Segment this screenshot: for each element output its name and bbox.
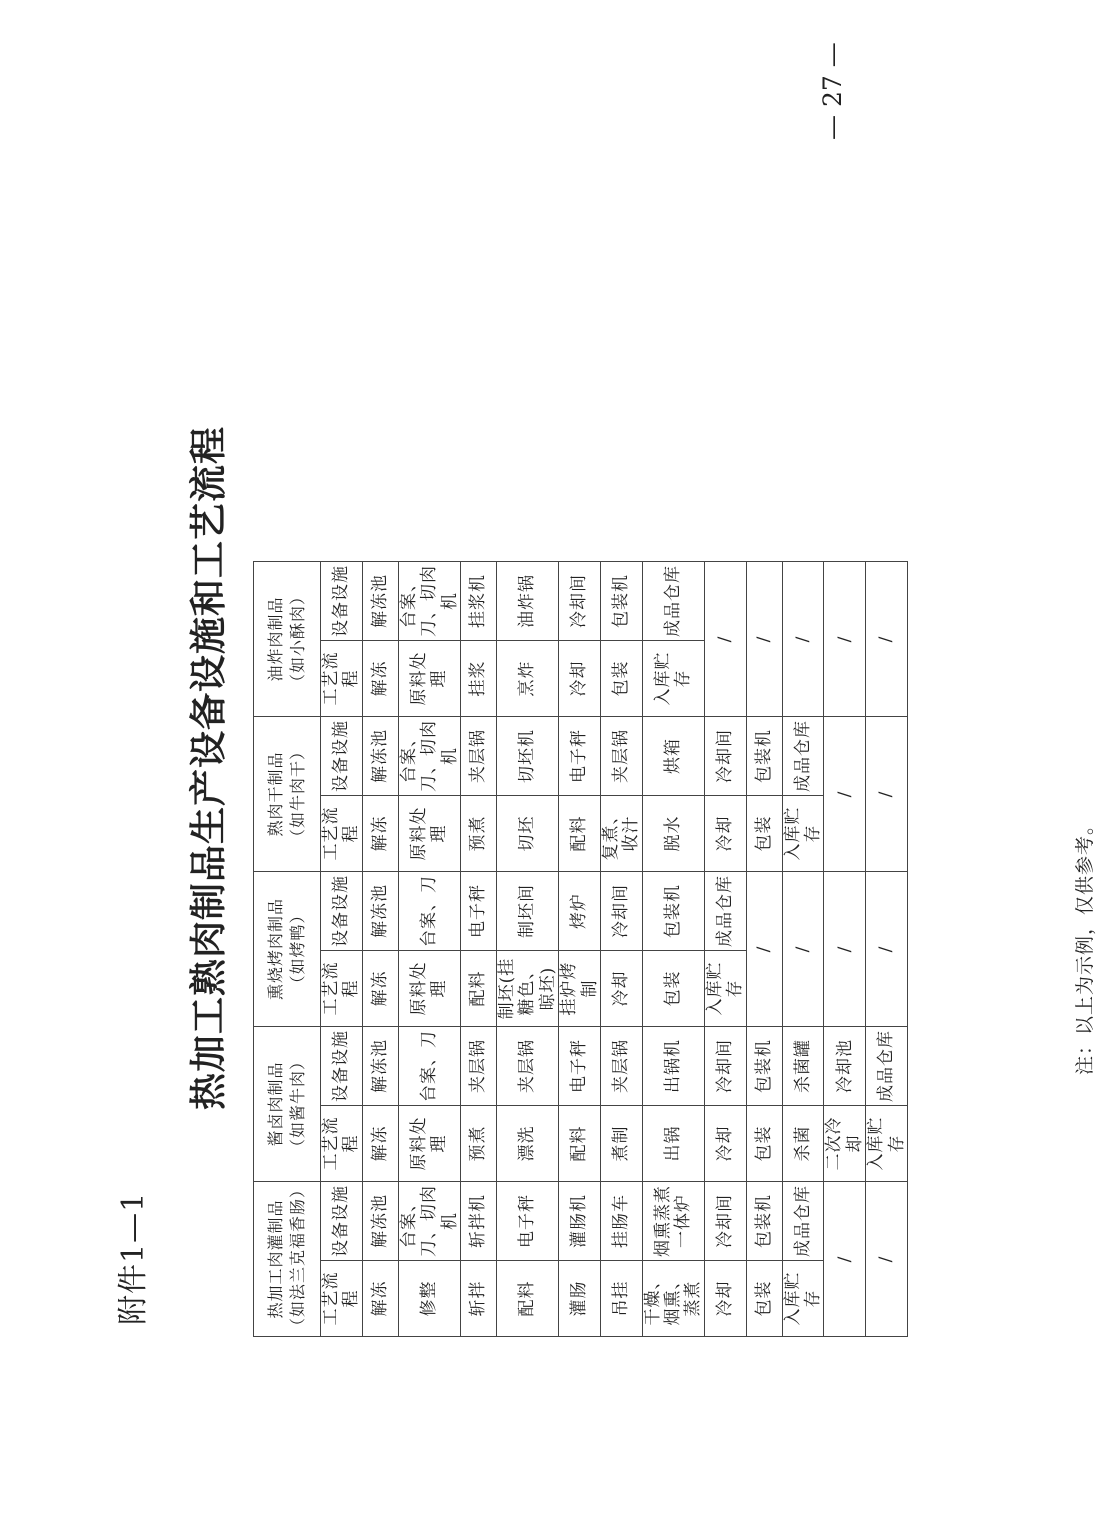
equipment-cell: 挂肠车 [600,1182,642,1261]
process-cell: 冷却 [704,1106,746,1182]
process-cell: 配料 [559,1106,601,1182]
empty-cell: / [824,1182,866,1337]
equipment-cell: 电子秤 [496,1182,558,1261]
process-cell: 冷却 [600,951,642,1027]
process-cell: 挂浆 [460,641,496,717]
process-cell: 包装 [746,796,782,872]
process-cell: 配料 [496,1261,558,1337]
group-name: 酱卤肉制品 [265,1061,285,1147]
process-cell: 配料 [559,796,601,872]
equipment-cell: 切坯机 [496,717,558,796]
equipment-cell: 台案、刀、切肉机 [398,717,460,796]
equipment-cell: 台案、刀 [398,1027,460,1106]
group-header-cell [254,872,321,1027]
process-cell: 入库贮存 [782,1261,824,1337]
group-name: 热加工肉灌制品 [265,1199,285,1319]
col-header-equipment: 设备设施 [321,872,363,951]
col-header-equipment: 设备设施 [321,717,363,796]
group-name: 油炸肉制品 [265,596,285,682]
equipment-cell: 台案、刀、切肉机 [398,562,460,641]
table-row [460,562,496,1337]
equipment-cell: 台案、刀 [398,872,460,951]
equipment-cell: 包装机 [746,1182,782,1261]
equipment-cell: 杀菌罐 [782,1027,824,1106]
process-cell: 冷却 [704,796,746,872]
empty-cell: / [824,872,866,1027]
empty-cell: / [824,717,866,872]
table-row [746,562,782,1337]
empty-cell: / [824,562,866,717]
empty-cell: / [782,872,824,1027]
process-cell: 复煮、收汁 [600,796,642,872]
footnote: 注：以上为示例，仅供参考。 [1074,814,1096,1075]
group-header-cell [254,1027,321,1182]
equipment-cell: 电子秤 [559,717,601,796]
page-number: — 27 — [818,42,847,140]
equipment-cell: 成品仓库 [782,717,824,796]
process-cell: 解冻 [362,1261,398,1337]
col-header-equipment: 设备设施 [321,562,363,641]
equipment-cell: 解冻池 [362,872,398,951]
equipment-cell: 冷却间 [559,562,601,641]
equipment-cell: 解冻池 [362,717,398,796]
process-cell: 冷却 [559,641,601,717]
column-header-row [321,562,363,1337]
process-cell: 冷却 [704,1261,746,1337]
equipment-cell: 包装机 [600,562,642,641]
process-cell: 解冻 [362,641,398,717]
process-cell: 原料处理 [398,796,460,872]
process-cell: 斩拌 [460,1261,496,1337]
col-header-equipment: 设备设施 [321,1027,363,1106]
equipment-cell: 油炸锅 [496,562,558,641]
process-cell: 解冻 [362,796,398,872]
empty-cell: / [866,1182,908,1337]
group-header-cell [254,562,321,717]
empty-cell: / [866,562,908,717]
process-cell: 吊挂 [600,1261,642,1337]
process-table [253,561,908,1337]
table-row [559,562,601,1337]
col-header-process: 工艺流程 [321,1106,363,1182]
process-cell: 煮制 [600,1106,642,1182]
equipment-cell: 冷却间 [704,717,746,796]
equipment-cell: 夹层锅 [600,1027,642,1106]
equipment-cell: 烘箱 [642,717,704,796]
table-row [704,562,746,1337]
group-name: 熏烧烤肉制品 [265,898,285,1001]
process-cell: 入库贮存 [704,951,746,1027]
process-cell: 预煮 [460,796,496,872]
equipment-cell: 夹层锅 [460,717,496,796]
equipment-cell: 冷却间 [704,1027,746,1106]
table-row [866,562,908,1337]
empty-cell: / [782,562,824,717]
process-cell: 挂炉烤制 [559,951,601,1027]
equipment-cell: 包装机 [746,1027,782,1106]
table-row [398,562,460,1337]
process-cell: 入库贮存 [866,1106,908,1182]
process-cell: 解冻 [362,951,398,1027]
process-cell: 制坯(挂糖色、晾坯) [496,951,558,1027]
equipment-cell: 成品仓库 [642,562,704,641]
empty-cell: / [866,872,908,1027]
equipment-cell: 夹层锅 [496,1027,558,1106]
equipment-cell: 冷却间 [600,872,642,951]
col-header-process: 工艺流程 [321,1261,363,1337]
equipment-cell: 挂浆机 [460,562,496,641]
col-header-process: 工艺流程 [321,796,363,872]
group-example: （如酱牛肉） [288,1053,307,1156]
equipment-cell: 冷却间 [704,1182,746,1261]
equipment-cell: 包装机 [746,717,782,796]
equipment-cell: 成品仓库 [866,1027,908,1106]
process-cell: 干燥、烟熏、蒸煮 [642,1261,704,1337]
equipment-cell: 解冻池 [362,562,398,641]
equipment-cell: 解冻池 [362,1027,398,1106]
group-header-cell [254,1182,321,1337]
table-row [362,562,398,1337]
equipment-cell: 烟熏蒸煮一体炉 [642,1182,704,1261]
process-cell: 入库贮存 [782,796,824,872]
group-header-row [254,562,321,1337]
equipment-cell: 夹层锅 [460,1027,496,1106]
process-cell: 原料处理 [398,1106,460,1182]
empty-cell: / [746,562,782,717]
group-example: （如烤鸭） [288,906,307,992]
process-cell: 入库贮存 [642,641,704,717]
equipment-cell: 台案、刀、切肉机 [398,1182,460,1261]
process-cell: 烹炸 [496,641,558,717]
process-cell: 原料处理 [398,641,460,717]
process-cell: 修整 [398,1261,460,1337]
process-cell: 灌肠 [559,1261,601,1337]
col-header-process: 工艺流程 [321,641,363,717]
process-cell: 预煮 [460,1106,496,1182]
equipment-cell: 包装机 [642,872,704,951]
group-example: （如牛肉干） [288,743,307,846]
col-header-equipment: 设备设施 [321,1182,363,1261]
equipment-cell: 斩拌机 [460,1182,496,1261]
table-row [642,562,704,1337]
process-cell: 二次冷却 [824,1106,866,1182]
equipment-cell: 冷却池 [824,1027,866,1106]
process-cell: 杀菌 [782,1106,824,1182]
process-cell: 包装 [600,641,642,717]
table-row [496,562,558,1337]
process-cell: 切坯 [496,796,558,872]
empty-cell: / [746,872,782,1027]
equipment-cell: 灌肠机 [559,1182,601,1261]
process-cell: 脱水 [642,796,704,872]
process-cell: 配料 [460,951,496,1027]
equipment-cell: 成品仓库 [704,872,746,951]
table-row [600,562,642,1337]
process-cell: 原料处理 [398,951,460,1027]
equipment-cell: 制坯间 [496,872,558,951]
page-title: 热加工熟肉制品生产设备设施和工艺流程 [186,426,230,1110]
process-cell: 包装 [642,951,704,1027]
col-header-process: 工艺流程 [321,951,363,1027]
group-header-cell [254,717,321,872]
equipment-cell: 夹层锅 [600,717,642,796]
annex-label: 附件1—1 [116,1191,151,1325]
process-cell: 漂洗 [496,1106,558,1182]
empty-cell: / [866,717,908,872]
equipment-cell: 电子秤 [559,1027,601,1106]
process-cell: 包装 [746,1261,782,1337]
equipment-cell: 烤炉 [559,872,601,951]
table-row [782,562,824,1337]
equipment-cell: 出锅机 [642,1027,704,1106]
process-cell: 出锅 [642,1106,704,1182]
group-example: （如小酥肉） [288,588,307,691]
equipment-cell: 电子秤 [460,872,496,951]
table-row [824,562,866,1337]
process-cell: 解冻 [362,1106,398,1182]
equipment-cell: 解冻池 [362,1182,398,1261]
empty-cell: / [704,562,746,717]
group-name: 熟肉干制品 [265,751,285,837]
process-cell: 包装 [746,1106,782,1182]
equipment-cell: 成品仓库 [782,1182,824,1261]
group-example: （如法兰克福香肠） [288,1180,307,1334]
